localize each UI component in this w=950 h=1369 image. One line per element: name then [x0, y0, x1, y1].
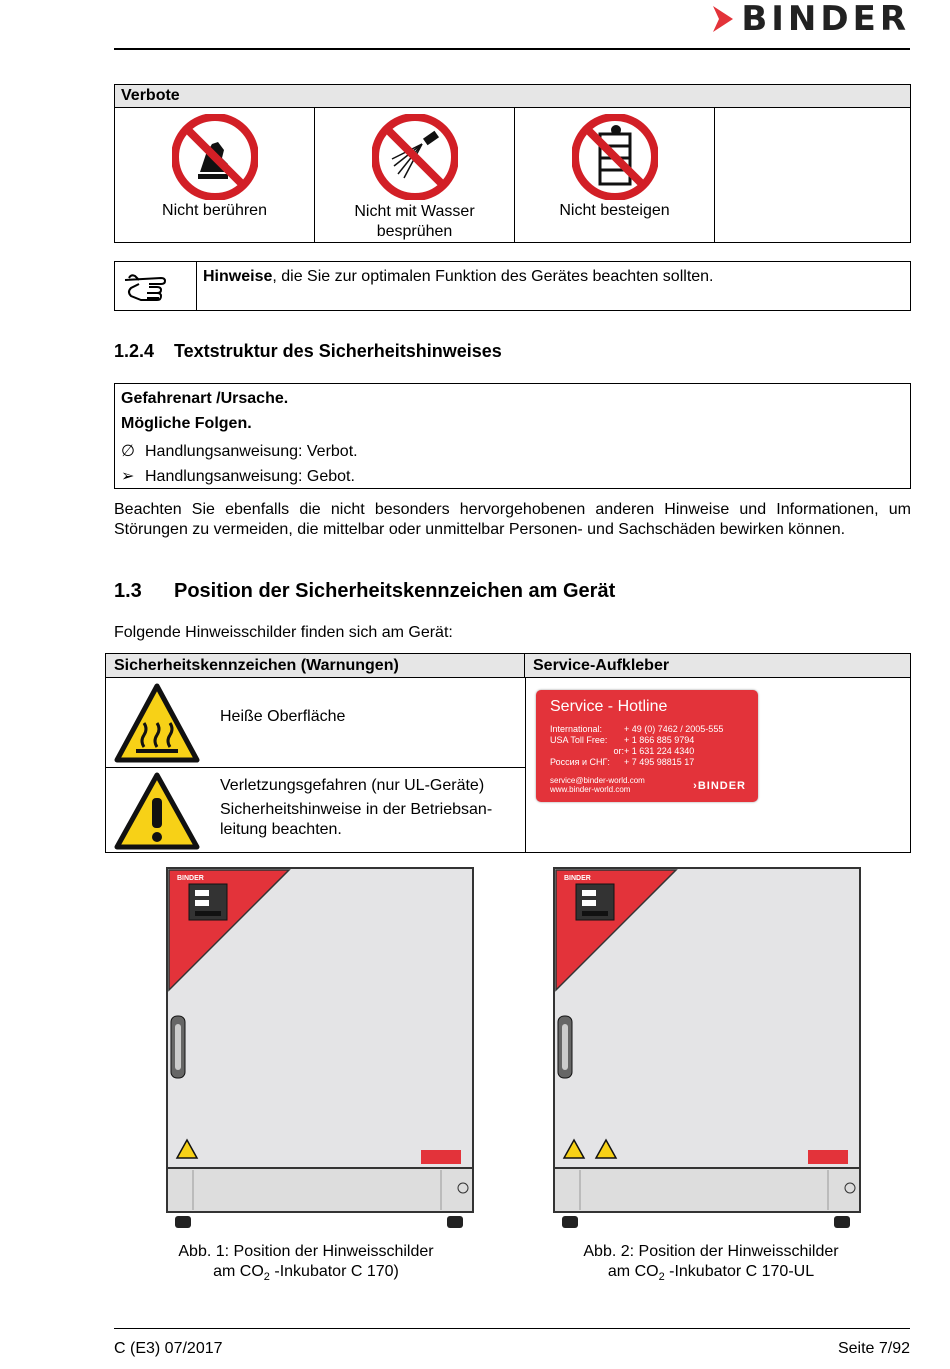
- note-box: [114, 261, 911, 311]
- caption-line: Abb. 1: Position der Hinweisschilder: [178, 1243, 434, 1260]
- prohibition-cell-empty: [715, 108, 911, 243]
- sticker-brand: ›BINDER: [693, 780, 746, 792]
- warning-label-hot: Heiße Oberfläche: [220, 708, 346, 725]
- prohibition-title: Verbote: [115, 85, 911, 108]
- row-divider: [106, 767, 525, 768]
- incubator-brand: BINDER: [564, 875, 591, 882]
- note-rest: , die Sie zur optimalen Funktion des Gerätes beachten sollten.: [272, 268, 714, 285]
- warning-label-instructions: Sicherheitshinweise in der Betriebsan-: [220, 801, 493, 818]
- signs-col-header: Sicherheitskennzeichen (Warnungen): [106, 654, 525, 678]
- brand-logo: [711, 0, 910, 39]
- caption-line: am $CO_2$ -Inkubator C 170-UL: [607, 1263, 815, 1284]
- structure-item-command: [121, 466, 355, 486]
- safety-structure-box: [114, 383, 911, 489]
- sticker-line: Россия и СНГ: + 7 495 98815 17: [550, 757, 695, 767]
- footer-rule: [114, 1328, 910, 1329]
- structure-line-1: Gefahrenart /Ursache.: [121, 390, 289, 407]
- note-bold: Hinweise: [203, 268, 273, 285]
- sticker-line: or:+ 1 631 224 4340: [613, 746, 695, 756]
- incubator-brand: BINDER: [177, 875, 204, 882]
- structure-item-text: Handlungsanweisung: Verbot.: [145, 443, 358, 460]
- signs-table: [105, 653, 911, 853]
- figure-caption-2: [561, 1242, 861, 1287]
- caption-line: Abb. 2: Position der Hinweisschilder: [583, 1243, 839, 1260]
- sticker-email: service@binder-world.com: [550, 776, 645, 785]
- body-paragraph: Beachten Sie ebenfalls die nicht besonders hervorgehobenen anderen Hinweise und Informationen, um Störungen zu vermeiden, die mittelbar oder unmittelbar Personen- und Sachschäden bewirken können.: [114, 501, 911, 538]
- no-touch-icon: [172, 114, 258, 200]
- sticker-col-header: Service-Aufkleber: [525, 654, 910, 678]
- prohibition-label: Nicht besteigen: [559, 202, 670, 219]
- prohibition-cell: [315, 108, 515, 243]
- sticker-contact: [550, 776, 645, 794]
- intro-text: Folgende Hinweisschilder finden sich am Gerät:: [114, 624, 453, 641]
- note-text: [203, 268, 714, 286]
- service-sticker: [536, 690, 758, 802]
- note-icon-cell: [115, 262, 197, 310]
- header-rule: [114, 48, 910, 50]
- empty-set-icon: ∅: [121, 443, 135, 460]
- warning-label-instructions-2: leitung beachten.: [220, 821, 342, 838]
- structure-item-text: Handlungsanweisung: Gebot.: [145, 468, 355, 485]
- incubator-figure-1: [165, 866, 477, 1232]
- section-title: Textstruktur des Sicherheitshinweises: [174, 341, 502, 361]
- prohibition-label: Nicht mit Wasser besprühen: [354, 203, 475, 240]
- table-divider: [525, 678, 526, 852]
- prohibition-cell: [515, 108, 715, 243]
- sticker-phones: [550, 724, 723, 768]
- no-water-spray-icon: [372, 114, 458, 200]
- arrow-bullet-icon: ➢: [121, 468, 135, 485]
- section-title: Position der Sicherheitskennzeichen am Gerät: [174, 580, 616, 602]
- brand-name: BINDER: [741, 0, 910, 39]
- no-climbing-icon: [572, 114, 658, 200]
- footer-doc-id: C (E3) 07/2017: [114, 1340, 223, 1357]
- prohibition-label: Nicht berühren: [162, 202, 267, 219]
- prohibition-cell: [115, 108, 315, 243]
- sticker-title: Service - Hotline: [550, 698, 668, 715]
- hot-surface-warning-icon: [114, 683, 200, 763]
- section-number: 1.2.4: [114, 341, 155, 361]
- incubator-figure-2: [552, 866, 864, 1232]
- section-number: 1.3: [114, 580, 142, 602]
- structure-line-2: Mögliche Folgen.: [121, 415, 252, 432]
- caption-line: am $CO_2$ -Inkubator C 170): [213, 1263, 399, 1284]
- warning-label-injury: Verletzungsgefahren (nur UL-Geräte): [220, 777, 485, 794]
- binder-logo-icon: [711, 4, 735, 34]
- general-warning-icon: [114, 772, 200, 850]
- sticker-line: International: + 49 (0) 7462 / 2005-555: [550, 724, 724, 734]
- footer-page-number: Seite 7/92: [837, 1340, 910, 1357]
- prohibition-table: [114, 84, 911, 243]
- section-heading-13: [114, 580, 615, 603]
- section-heading-124: [114, 341, 502, 362]
- sticker-line: USA Toll Free: + 1 866 885 9794: [550, 735, 695, 745]
- figure-caption-1: [156, 1242, 456, 1287]
- structure-item-prohibition: [121, 441, 358, 461]
- pointing-hand-icon: [121, 266, 191, 306]
- sticker-web: www.binder-world.com: [550, 785, 631, 794]
- binder-logo-icon: ›: [693, 780, 698, 792]
